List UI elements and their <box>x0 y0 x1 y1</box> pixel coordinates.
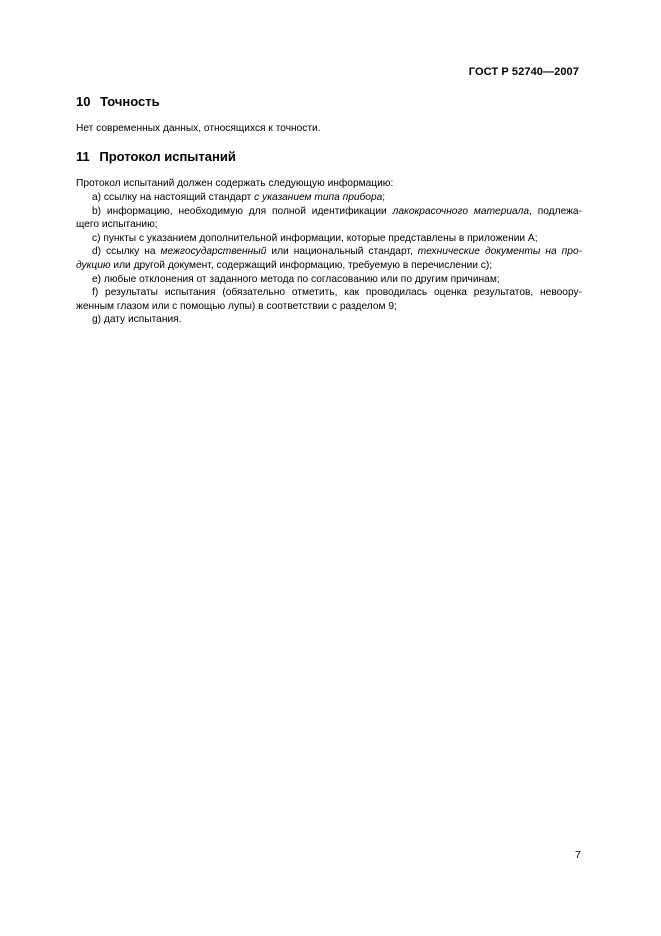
list-item-b-line2: щего испытанию; <box>76 219 158 230</box>
list-item-a-end: ; <box>382 192 386 203</box>
section-10-title: Точность <box>100 94 160 109</box>
section-10-number: 10 <box>76 94 91 109</box>
list-item-a-text: a) ссылку на настоящий стандарт <box>92 192 255 203</box>
list-item-a <box>92 191 385 205</box>
list-item-d-text-3: или другой документ, содержащий информацию, требуемую в перечислении с); <box>110 260 493 271</box>
page-number: 7 <box>575 849 581 861</box>
section-10-heading <box>76 94 160 109</box>
list-item-d-text-2: или национальный стандарт, <box>266 246 418 257</box>
list-item-d-italic-1: межгосударственный <box>160 246 267 257</box>
list-item-g: g) дату испытания. <box>92 314 182 325</box>
list-item-c: c) пункты с указанием дополнительной информации, которые представлены в приложении А; <box>92 233 538 244</box>
list-item-a-italic: с указанием типа прибора <box>254 192 383 203</box>
list-item-d-line1 <box>92 245 582 259</box>
document-code: ГОСТ Р 52740—2007 <box>468 66 579 78</box>
list-item-f-line1: f) результаты испытания (обязательно отметить, как проводилась оценка результатов, невоору- <box>92 287 582 298</box>
list-item-e: e) любые отклонения от заданного метода по согласованию или по другим причинам; <box>92 274 500 285</box>
section-11-title: Протокол испытаний <box>99 149 236 164</box>
list-item-f-line2: женным глазом или с помощью лупы) в соответствии с разделом 9; <box>76 301 397 312</box>
list-item-b-italic: лакокрасочного материала <box>392 206 530 217</box>
list-item-d-line2 <box>76 259 492 273</box>
section-11-intro: Протокол испытаний должен содержать следующую информацию: <box>76 178 394 189</box>
list-item-d-italic-3: дукцию <box>76 260 111 271</box>
section-11-heading <box>76 149 236 164</box>
section-11-number: 11 <box>76 149 90 164</box>
list-item-b-line1 <box>92 205 582 219</box>
list-item-b-tail: , подлежа- <box>529 206 582 217</box>
list-item-d-text: d) ссылку на <box>92 246 161 257</box>
list-item-d-italic-2: технические документы на про- <box>417 246 583 257</box>
section-10-text: Нет современных данных, относящихся к точности. <box>76 123 321 134</box>
list-item-b-text: b) информацию, необходимую для полной идентификации <box>92 206 393 217</box>
